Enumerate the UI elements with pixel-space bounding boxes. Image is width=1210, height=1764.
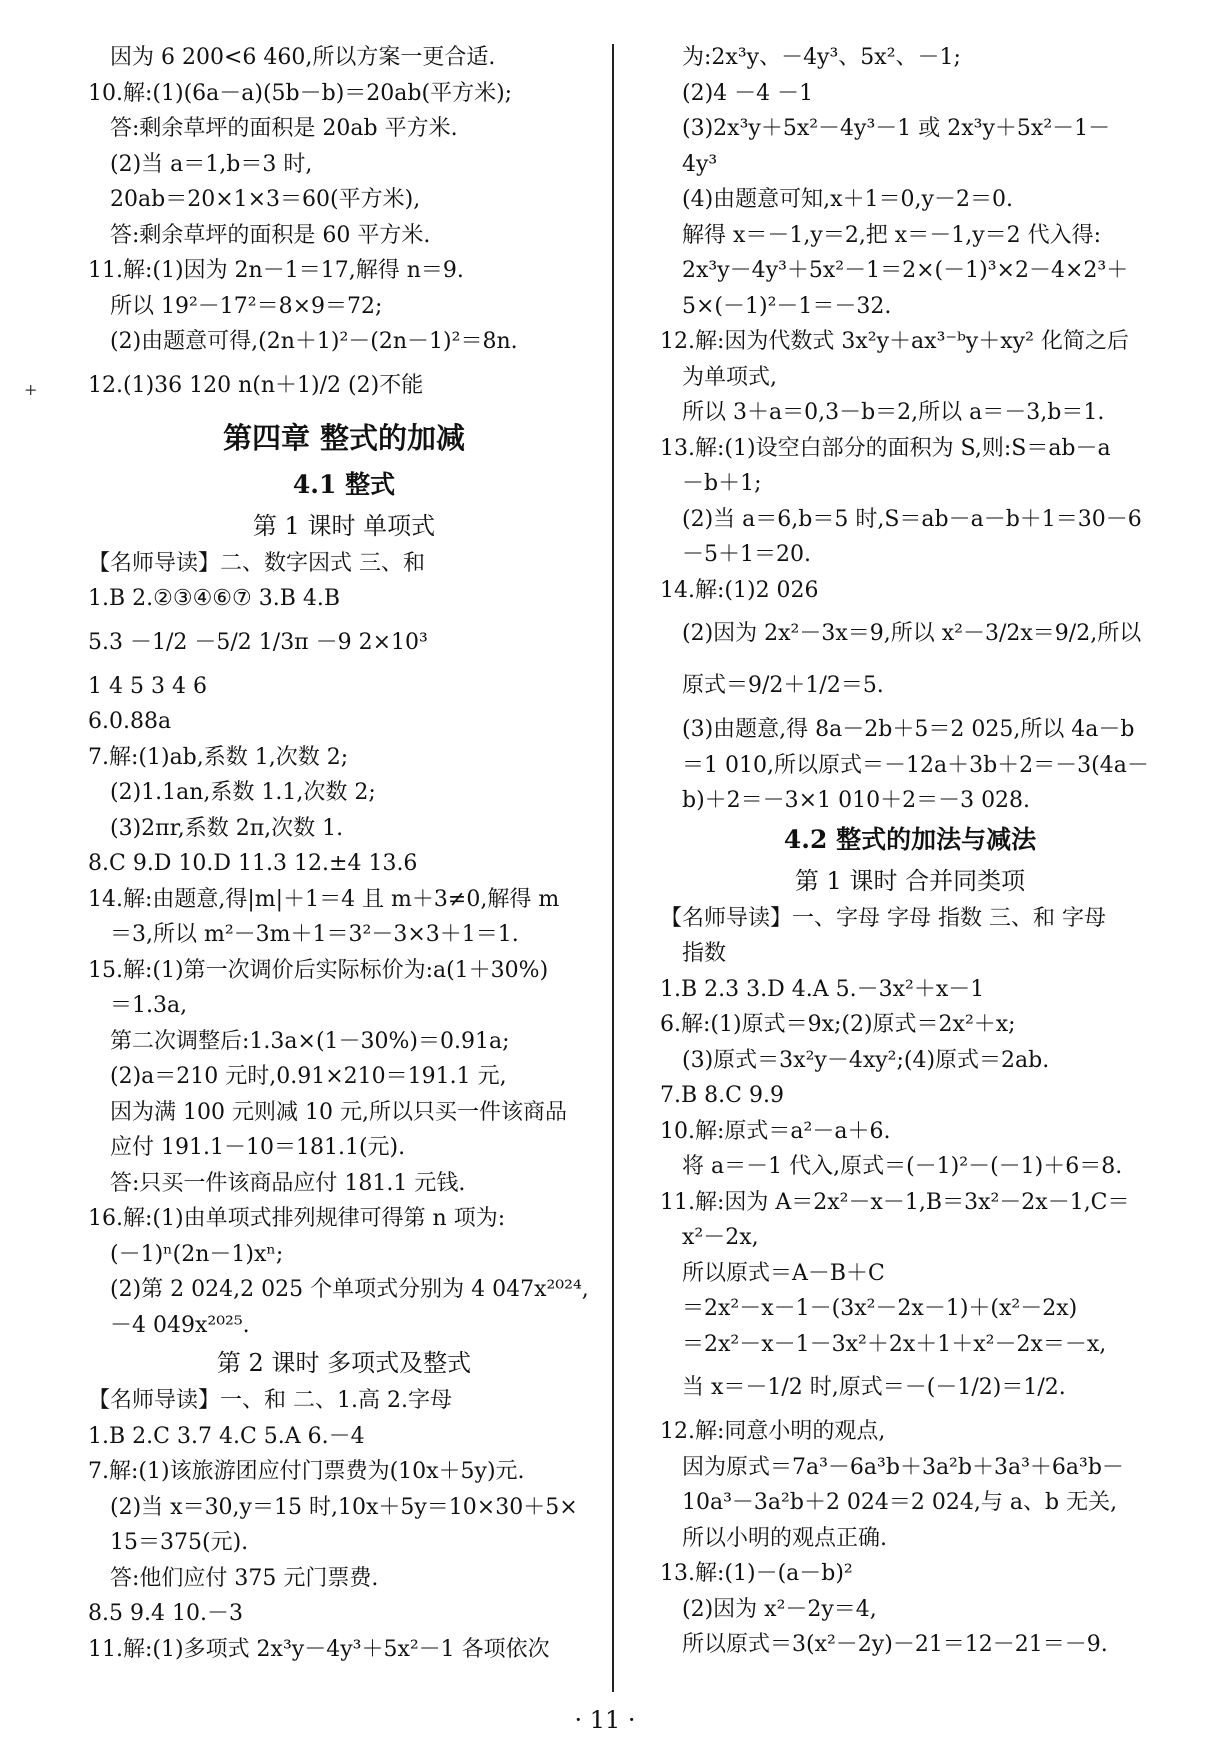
answer-line: 10a³－3a²b＋2 024＝2 024,与 a、b 无关, [682,1490,1118,1515]
answer-line: 解得 x＝－1,y＝2,把 x＝－1,y＝2 代入得: [682,222,1102,248]
answer-line: (－1)ⁿ(2n－1)xⁿ; [110,1241,284,1267]
answer-line: (3)2πr,系数 2π,次数 1. [110,815,344,841]
answer-line: 12.解:同意小明的观点, [660,1419,886,1444]
answer-line: 14.解:由题意,得|m|＋1＝4 且 m＋3≠0,解得 m [88,886,560,912]
answer-line: 所以 3＋a＝0,3－b＝2,所以 a＝－3,b＝1. [682,400,1105,425]
answer-line: 4.1 整式 [292,469,396,499]
answer-line: 11.解:(1)多项式 2x³y－4y³＋5x²－1 各项依次 [88,1636,550,1662]
answer-line: 10.解:(1)(6a－a)(5b－b)＝20ab(平方米); [88,80,513,106]
answer-line: ＝1 010,所以原式＝－12a＋3b＋2＝－3(4a－ [682,752,1149,778]
answer-line: 第 1 课时 合并同类项 [794,866,1026,895]
answer-line: 第 2 课时 多项式及整式 [216,1349,472,1377]
answer-line: 1.B 2.C 3.7 4.C 5.A 6.－4 [88,1423,365,1449]
answer-line: 【名师导读】一、和 二、1.高 2.字母 [88,1388,452,1413]
answer-line: 2x³y－4y³＋5x²－1＝2×(－1)³×2－4×2³＋ [682,258,1129,283]
answer-line: 4y³ [682,151,718,177]
answer-line: 应付 191.1－10＝181.1(元). [110,1135,406,1160]
answer-line: 7.B 8.C 9.9 [660,1083,784,1108]
answer-line: (2)当 x＝30,y＝15 时,10x＋5y＝10×30＋5× [110,1494,578,1520]
answer-line: 所以原式＝A－B＋C [682,1260,885,1286]
answer-line: 20ab＝20×1×3＝60(平方米), [110,187,421,212]
answer-line: (4)由题意可知,x＋1＝0,y－2＝0. [682,187,1013,212]
left-column [88,40,600,1667]
answer-line: －5＋1＝20. [682,542,811,567]
answer-line: 6.解:(1)原式＝9x;(2)原式＝2x²＋x; [660,1012,1016,1037]
answer-line: 因为满 100 元则减 10 元,所以只买一件该商品 [110,1099,567,1125]
answer-line: 为:2x³y、－4y³、5x²、－1; [682,45,961,70]
answer-line: (2)第 2 024,2 025 个单项式分别为 4 047x²⁰²⁴, [110,1277,589,1302]
answer-line: (2)当 a＝1,b＝3 时, [110,151,313,177]
answer-line: 7.解:(1)该旅游团应付门票费为(10x＋5y)元. [88,1459,525,1484]
answer-line: (2)当 a＝6,b＝5 时,S＝ab－a－b＋1＝30－6 [682,506,1142,532]
answer-line: 【名师导读】二、数字因式 三、和 [88,550,425,576]
answer-line: 5.3 －1/2 －5/2 1/3π －9 2×10³ [88,629,428,655]
answer-line: ＝2x²－x－1－3x²＋2x＋1＋x²－2x＝－x, [682,1331,1107,1357]
answer-line: 因为 6 200<6 460,所以方案一更合适. [110,45,496,70]
answer-line: 原式＝9/2＋1/2＝5. [682,673,884,698]
answer-line: 8.C 9.D 10.D 11.3 12.±4 13.6 [88,851,418,876]
answer-line: (2)因为 2x²－3x＝9,所以 x²－3/2x＝9/2,所以 [682,621,1142,646]
answer-line: 4.2 整式的加法与减法 [783,824,1037,854]
answer-line: 16.解:(1)由单项式排列规律可得第 n 项为: [88,1206,506,1231]
answer-line: 【名师导读】一、字母 字母 指数 三、和 字母 [660,905,1106,931]
answer-line: －b＋1; [682,471,762,496]
answer-line: (2)因为 x²－2y＝4, [682,1596,877,1622]
answer-line: 1.B 2.②③④⑥⑦ 3.B 4.B [88,586,341,611]
answer-line: 10.解:原式＝a²－a＋6. [660,1118,891,1144]
answer-line: 8.5 9.4 10.－3 [88,1601,243,1626]
answer-line: 当 x＝－1/2 时,原式＝－(－1/2)＝1/2. [682,1375,1066,1400]
answer-line: 所以 19²－17²＝8×9＝72; [110,293,383,319]
answer-line: (3)2x³y＋5x²－4y³－1 或 2x³y＋5x²－1－ [682,116,1111,141]
answer-line: 14.解:(1)2 026 [660,577,819,603]
answer-line: 将 a＝－1 代入,原式＝(－1)²－(－1)＋6＝8. [682,1154,1123,1179]
answer-line: (3)原式＝3x²y－4xy²;(4)原式＝2ab. [682,1047,1050,1073]
answer-line: 15＝375(元). [110,1530,249,1555]
answer-line: (2)1.1an,系数 1.1,次数 2; [110,780,376,805]
answer-line: 15.解:(1)第一次调价后实际标价为:a(1＋30%) [88,957,549,983]
answer-line: 13.解:(1)－(a－b)² [660,1561,853,1586]
answer-line: (2)a＝210 元时,0.91×210＝191.1 元, [110,1064,507,1089]
answer-line: 1 4 5 3 4 6 [88,673,207,699]
answer-line: 指数 [682,941,727,966]
right-column [660,40,1160,1663]
answer-line: (2)4 －4 －1 [682,80,814,106]
answer-line: 11.解:因为 A＝2x²－x－1,B＝3x²－2x－1,C＝ [660,1189,1130,1215]
answer-line: (3)由题意,得 8a－2b＋5＝2 025,所以 4a－b [682,717,1135,742]
answer-line: b)＋2＝－3×1 010＋2＝－3 028. [682,788,1031,813]
answer-line: 所以小明的观点正确. [682,1525,887,1551]
answer-line: 答:他们应付 375 元门票费. [110,1565,379,1591]
answer-line: 所以原式＝3(x²－2y)－21＝12－21＝－9. [682,1632,1108,1657]
column-divider [612,44,614,1692]
answer-line: 第 1 课时 单项式 [252,511,436,540]
answer-line: 第四章 整式的加减 [222,420,466,455]
answer-line: x²－2x, [682,1225,759,1250]
answer-line: 7.解:(1)ab,系数 1,次数 2; [88,744,349,770]
answer-line: 答:只买一件该商品应付 181.1 元钱. [110,1170,466,1196]
answer-line: ＝2x²－x－1－(3x²－2x－1)＋(x²－2x) [682,1296,1078,1321]
binding-mark: + [24,380,38,399]
answer-line: 12.(1)36 120 n(n＋1)/2 (2)不能 [88,372,424,398]
answer-line: 12.解:因为代数式 3x²y＋ax³⁻ᵇy＋xy² 化简之后 [660,329,1129,354]
answer-line: 1.B 2.3 3.D 4.A 5.－3x²＋x－1 [660,976,985,1002]
answer-line: 答:剩余草坪的面积是 20ab 平方米. [110,116,458,141]
answer-line: 为单项式, [682,364,777,390]
answer-line: －4 049x²⁰²⁵. [110,1312,250,1338]
answer-line: 第二次调整后:1.3a×(1－30%)＝0.91a; [110,1028,510,1054]
answer-line: ＝1.3a, [110,993,188,1018]
answer-line: 5×(－1)²－1＝－32. [682,293,892,319]
answer-line: 11.解:(1)因为 2n－1＝17,解得 n＝9. [88,258,464,283]
answer-line: 6.0.88a [88,709,172,734]
answer-line: 13.解:(1)设空白部分的面积为 S,则:S＝ab－a [660,435,1111,461]
answer-line: ＝3,所以 m²－3m＋1＝3²－3×3＋1＝1. [110,922,519,947]
page-number: · 11 · [574,1706,636,1734]
answer-line: 因为原式＝7a³－6a³b＋3a²b＋3a³＋6a³b－ [682,1454,1124,1480]
answer-line: 答:剩余草坪的面积是 60 平方米. [110,222,431,248]
answer-line: (2)由题意可得,(2n＋1)²－(2n－1)²＝8n. [110,329,518,354]
